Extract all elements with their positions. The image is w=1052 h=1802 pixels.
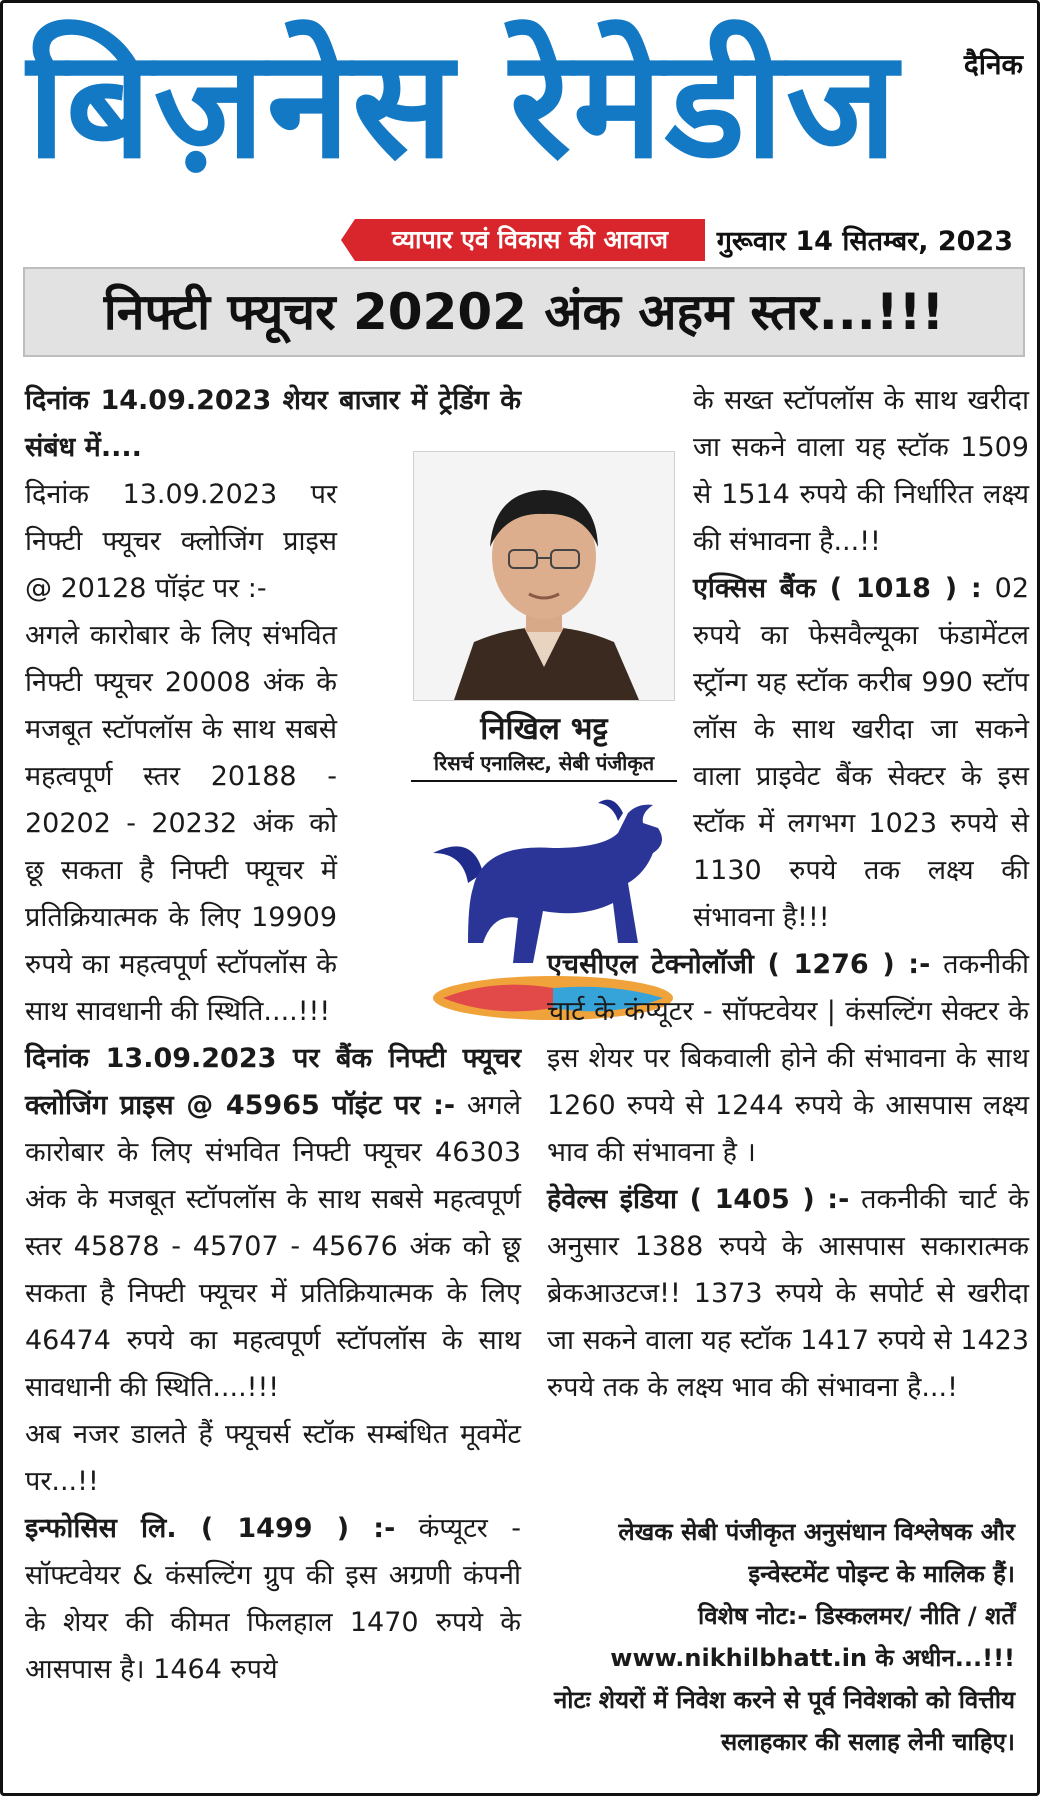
paragraph-heading: हेवेल्स इंडिया ( 1405 ) :- (547, 1184, 850, 1215)
paragraph-body: कंप्यूटर - सॉफ्टवेयर & कंसल्टिंग ग्रुप की इस अग्रणी कंपनी के शेयर की कीमत फिलहाल 1470 रुपये के आसपास है। 1464 रुपये (25, 1513, 521, 1685)
paragraph-heading: दिनांक 13.09.2023 पर बैंक निफ्टी फ्यूचर क्लोजिंग प्राइस @ 45965 पॉइंट पर :- (25, 1043, 521, 1121)
masthead (23, 11, 1033, 211)
masthead-daily-label: दैनिक (963, 48, 1023, 81)
paragraph-body: 02 रुपये का फेसवैल्यूका फंडामेंटल स्ट्रॉन्ग यह स्टॉक करीब 990 स्टॉप लॉस के साथ खरीदा जा सकने वाला प्राइवेट बैंक सेक्टर के इस स्टॉक में लगभग 1023 रुपये से 1130 रुपये तक लक्ष्य की संभावना है!!! (693, 573, 1029, 933)
paragraph (547, 941, 1029, 1176)
paragraph: अब नजर डालते हैं फ्यूचर्स स्टॉक सम्बंधित मूवमेंट पर...!! (25, 1419, 521, 1497)
paragraph-body: अगले कारोबार के लिए संभवित निफ्टी फ्यूचर 46303 अंक के मजबूत स्टॉपलॉस के साथ सबसे महत्वपूर्ण स्तर 45878 - 45707 - 45676 अंक को छू सकता है निफ्टी फ्यूचर में प्रतिक्रियात्मक के लिए 46474 रुपये का महत्वपूर्ण स्टॉपलॉस के साथ सावधानी की स्थिति....!!! (25, 1090, 521, 1403)
author-credit (535, 1511, 1015, 1763)
author-role: रिसर्च एनालिस्ट, सेबी पंजीकृत (411, 749, 677, 782)
paragraph-body: तकनीकी चार्ट के अनुसार 1388 रुपये के आसपास सकारात्मक ब्रेकआउटज!! 1373 रुपये के सपोर्ट से खरीदा जा सकने वाला यह स्टॉक 1417 रुपये से 1423 रुपये तक के लक्ष्य भाव की संभावना है...! (547, 1184, 1029, 1403)
issue-date: गुरूवार 14 सितम्बर, 2023 (716, 226, 1013, 257)
masthead-tagline: व्यापार एवं विकास की आवाज (355, 219, 705, 261)
credit-line: लेखक सेबी पंजीकृत अनुसंधान विश्लेषक और इन्वेस्टमेंट पोइन्ट के मालिक हैं। (618, 1518, 1015, 1588)
paragraph (693, 565, 1029, 941)
paragraph-body: तकनीकी चार्ट के कंप्यूटर - सॉफ्टवेयर | कंसल्टिंग सेक्टर के इस शेयर पर बिकवाली होने की संभावना के साथ 1260 रुपये से 1244 रुपये के आसपास लक्ष्य भाव की संभावना है । (547, 949, 1029, 1168)
credit-line: www.nikhilbhatt.in के अधीन...!!! (610, 1644, 1015, 1672)
paragraph-heading: इन्फोसिस लि. ( 1499 ) :- (25, 1513, 396, 1544)
paragraph (25, 1035, 521, 1411)
right-column (547, 377, 1029, 1411)
paragraph: दिनांक 13.09.2023 पर निफ्टी फ्यूचर क्लोजिंग प्राइस @ 20128 पॉइंट पर :- (25, 479, 337, 604)
paragraph-heading: एचसीएल टेक्नोलॉजी ( 1276 ) :- (547, 949, 931, 980)
paragraph-heading: दिनांक 14.09.2023 शेयर बाजार में ट्रेडिंग के संबंध में.... (25, 385, 521, 463)
paragraph (25, 1505, 521, 1693)
paragraph (547, 1176, 1029, 1411)
article-headline: निफ्टी फ्यूचर 20202 अंक अहम स्तर...!!! (23, 267, 1025, 357)
credit-line: विशेष नोट:- डिस्कलमर/ नीति / शर्तें (698, 1602, 1015, 1630)
masthead-title: बिज़नेस रेमेडीज (27, 18, 900, 192)
paragraph: के सख्त स्टॉपलॉस के साथ खरीदा जा सकने वाला यह स्टॉक 1509 से 1514 रुपये की निर्धारित लक्ष्य की संभावना है...!! (693, 385, 1029, 557)
paragraph-heading: एक्सिस बैंक ( 1018 ) : (693, 573, 982, 604)
author-name: निखिल भट्ट (480, 711, 608, 747)
credit-line: नोटः शेयरों में निवेश करने से पूर्व निवेशको को वित्तीय सलाहकार की सलाह लेनी चाहिए। (553, 1686, 1015, 1756)
paragraph: अगले कारोबार के लिए संभवित निफ्टी फ्यूचर 20008 अंक के मजबूत स्टॉपलॉस के साथ सबसे महत्वपूर्ण स्तर 20188 - 20202 - 20232 अंक को छू सकता है निफ्टी फ्यूचर में प्रतिक्रियात्मक के लिए 19909 रुपये का महत्वपूर्ण स्टॉपलॉस के साथ सावधानी की स्थिति....!!! (25, 620, 337, 1027)
